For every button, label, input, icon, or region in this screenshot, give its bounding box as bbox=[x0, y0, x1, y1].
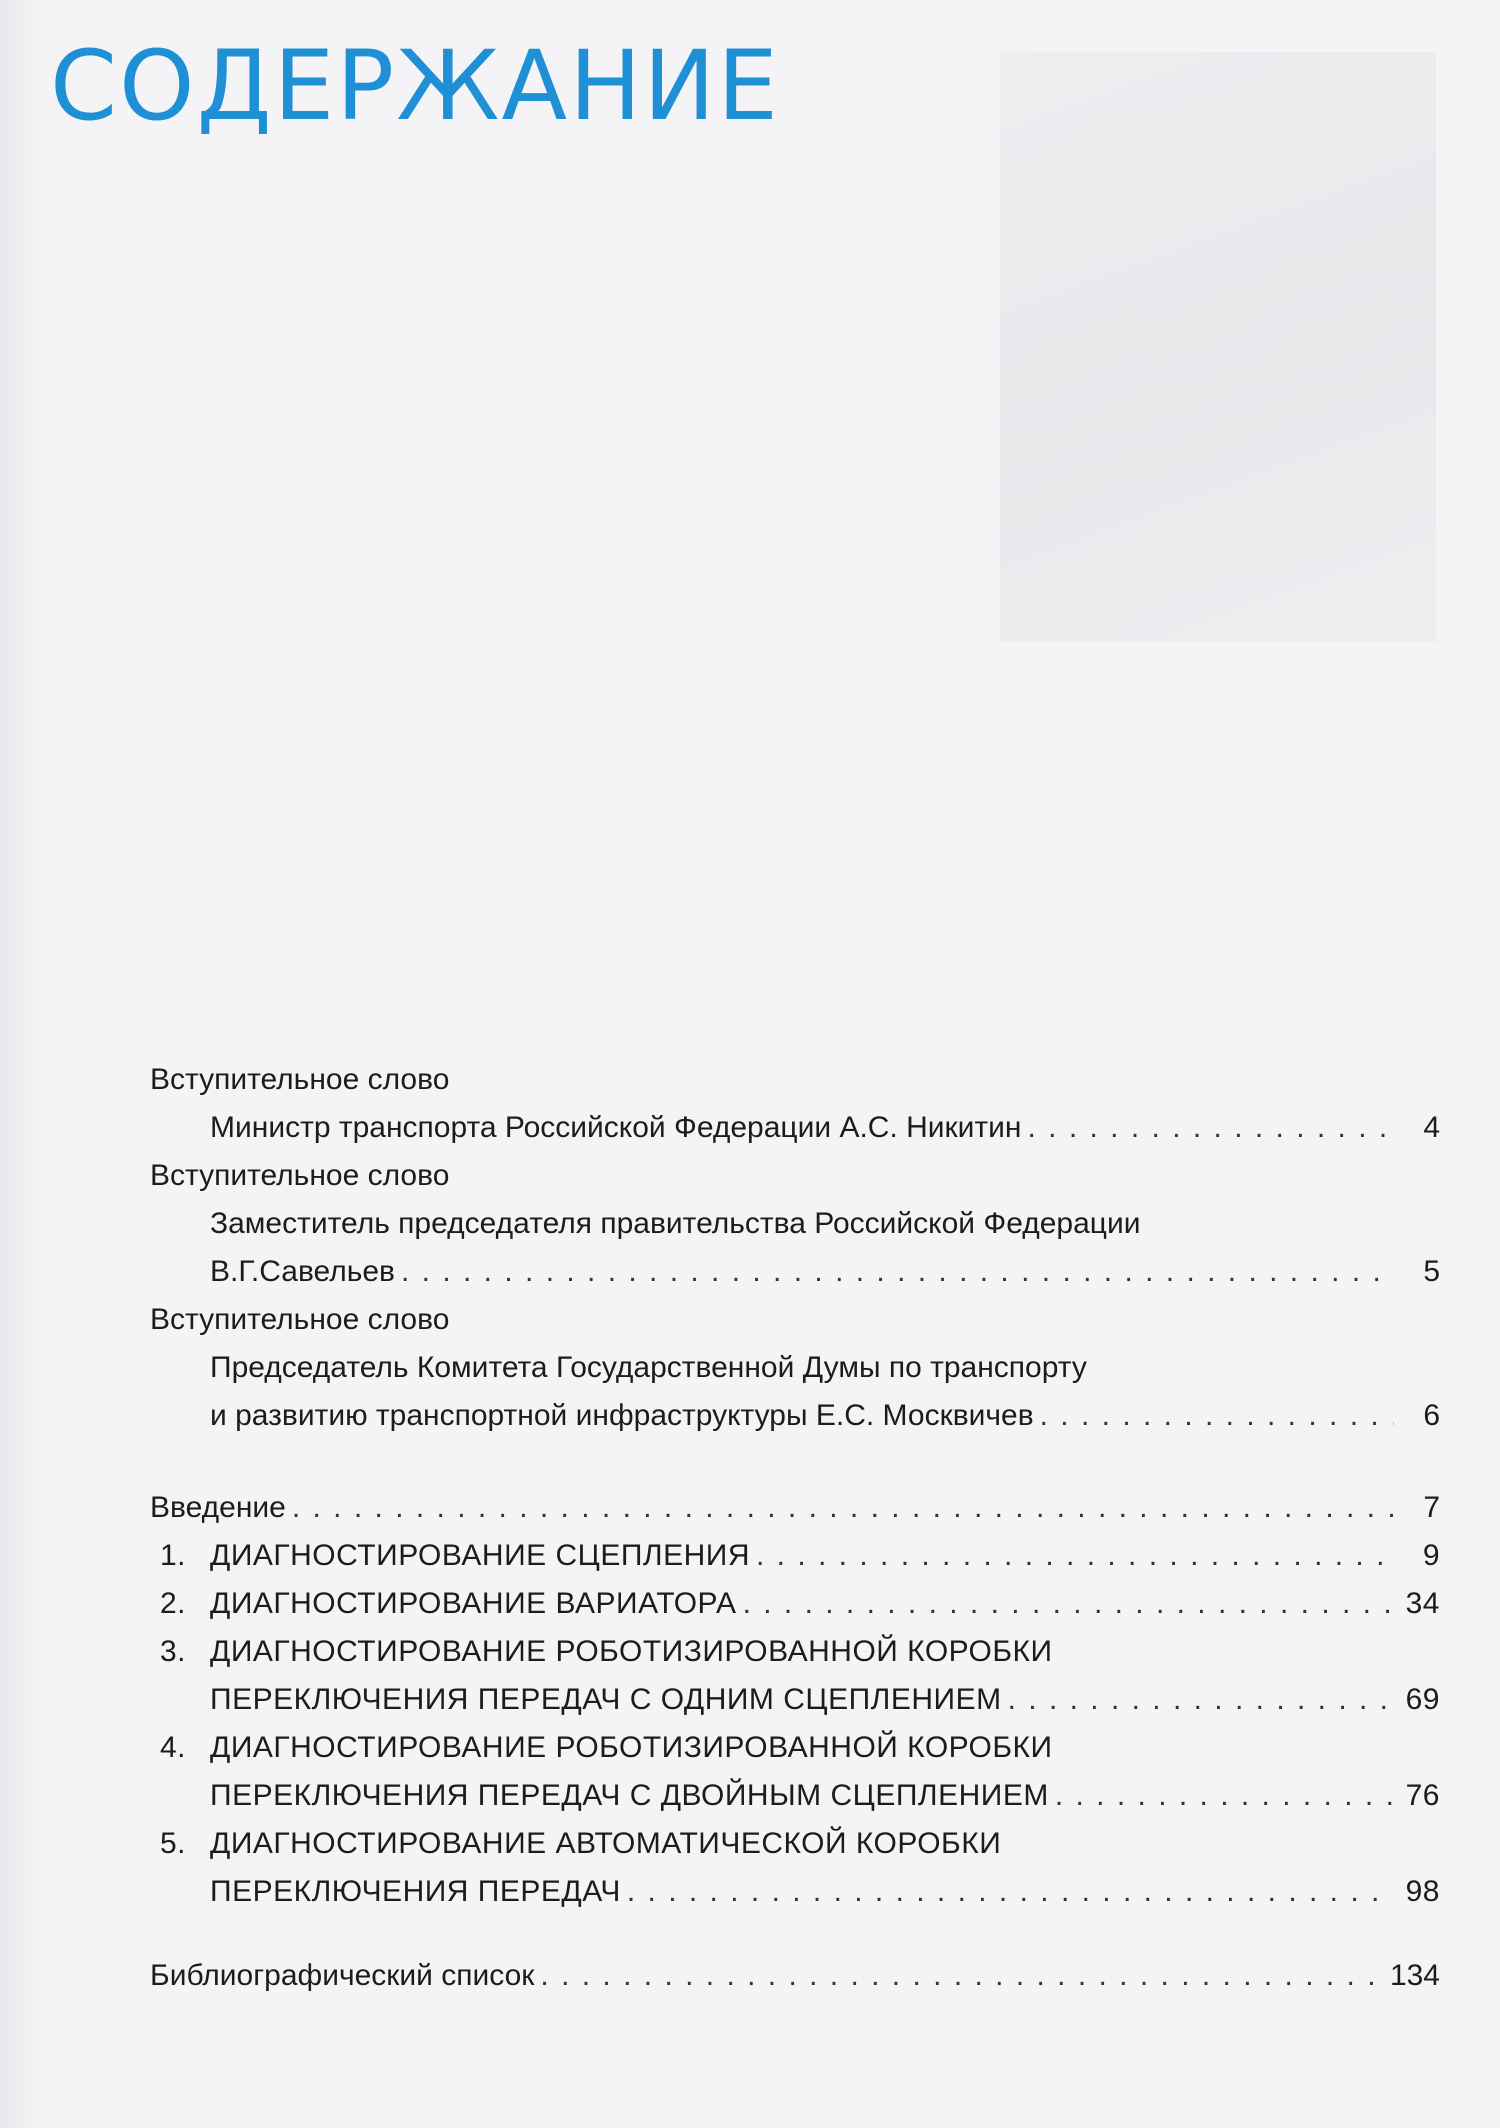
page-title: СОДЕРЖАНИЕ bbox=[50, 30, 780, 142]
dot-leader bbox=[292, 1484, 1394, 1532]
background-photo-showthrough bbox=[1000, 52, 1436, 642]
toc-page-number: 4 bbox=[1423, 1111, 1440, 1144]
dot-leader bbox=[743, 1580, 1394, 1628]
toc-entry-chapter-4[interactable] bbox=[150, 1772, 1440, 1820]
dot-leader bbox=[1040, 1392, 1394, 1440]
toc-page-number: 9 bbox=[1422, 1539, 1440, 1572]
spacer bbox=[150, 1916, 1440, 1952]
toc-entry-chapter-3[interactable] bbox=[150, 1676, 1440, 1724]
dot-leader bbox=[401, 1248, 1394, 1296]
toc-label: Министр транспорта Российской Федерации А.С. Никитин bbox=[210, 1111, 1022, 1144]
chapter-number: 2. bbox=[160, 1587, 187, 1620]
toc-page-number: 34 bbox=[1405, 1587, 1440, 1620]
toc-label: Вступительное слово bbox=[150, 1303, 450, 1336]
dot-leader bbox=[1055, 1772, 1394, 1820]
page-edge bbox=[0, 0, 40, 2128]
toc-entry-chapter-4-line1[interactable] bbox=[150, 1724, 1440, 1772]
toc-heading-foreword-2 bbox=[150, 1152, 1440, 1200]
toc-entry-foreword-moskvichev[interactable] bbox=[150, 1392, 1440, 1440]
toc-label: Вступительное слово bbox=[150, 1159, 450, 1192]
dot-leader bbox=[1028, 1104, 1395, 1152]
toc-page-number: 7 bbox=[1423, 1491, 1440, 1524]
toc-label: Заместитель председателя правительства Российской Федерации bbox=[210, 1207, 1141, 1240]
toc-label: ПЕРЕКЛЮЧЕНИЯ ПЕРЕДАЧ С ДВОЙНЫМ СЦЕПЛЕНИЕМ bbox=[210, 1779, 1049, 1812]
toc-entry-chapter-1[interactable] bbox=[150, 1532, 1440, 1580]
toc-heading-foreword-3 bbox=[150, 1296, 1440, 1344]
toc-page-number: 69 bbox=[1405, 1683, 1440, 1716]
toc-page-number: 76 bbox=[1405, 1779, 1440, 1812]
toc-entry-chapter-5-line1[interactable] bbox=[150, 1820, 1440, 1868]
chapter-number: 3. bbox=[160, 1635, 187, 1668]
chapter-number: 1. bbox=[160, 1539, 187, 1572]
toc-label: Введение bbox=[150, 1491, 286, 1524]
toc-label: ДИАГНОСТИРОВАНИЕ ВАРИАТОРА bbox=[210, 1587, 737, 1620]
toc-page-number: 134 bbox=[1389, 1959, 1440, 1992]
toc-label: ДИАГНОСТИРОВАНИЕ РОБОТИЗИРОВАННОЙ КОРОБКИ bbox=[210, 1731, 1053, 1764]
toc-entry-foreword-savelyev[interactable] bbox=[150, 1248, 1440, 1296]
spacer bbox=[150, 1440, 1440, 1484]
toc-label: ПЕРЕКЛЮЧЕНИЯ ПЕРЕДАЧ bbox=[210, 1875, 621, 1908]
toc-entry-bibliography[interactable] bbox=[150, 1952, 1440, 2000]
toc-entry-chapter-5[interactable] bbox=[150, 1868, 1440, 1916]
chapter-number: 5. bbox=[160, 1827, 187, 1860]
toc-entry-chapter-3-line1[interactable] bbox=[150, 1628, 1440, 1676]
toc-label: ДИАГНОСТИРОВАНИЕ СЦЕПЛЕНИЯ bbox=[210, 1539, 750, 1572]
toc-entry-foreword-nikitin[interactable] bbox=[150, 1104, 1440, 1152]
toc-page-number: 5 bbox=[1423, 1255, 1440, 1288]
toc-heading-foreword-1 bbox=[150, 1056, 1440, 1104]
dot-leader bbox=[627, 1868, 1394, 1916]
dot-leader bbox=[756, 1532, 1394, 1580]
toc-label: ДИАГНОСТИРОВАНИЕ АВТОМАТИЧЕСКОЙ КОРОБКИ bbox=[210, 1827, 1002, 1860]
toc-page-number: 98 bbox=[1405, 1875, 1440, 1908]
toc-label: Председатель Комитета Государственной Думы по транспорту bbox=[210, 1351, 1087, 1384]
toc-entry-foreword-moskvichev-line1[interactable] bbox=[150, 1344, 1440, 1392]
toc-entry-introduction[interactable] bbox=[150, 1484, 1440, 1532]
toc-label: и развитию транспортной инфраструктуры Е.С. Москвичев bbox=[210, 1399, 1034, 1432]
toc-label: В.Г.Савельев bbox=[210, 1255, 395, 1288]
toc-label: ПЕРЕКЛЮЧЕНИЯ ПЕРЕДАЧ С ОДНИМ СЦЕПЛЕНИЕМ bbox=[210, 1683, 1002, 1716]
toc-entry-foreword-savelyev-line1[interactable] bbox=[150, 1200, 1440, 1248]
toc-label: Библиографический список bbox=[150, 1959, 535, 1992]
toc-entry-chapter-2[interactable] bbox=[150, 1580, 1440, 1628]
toc-label: Вступительное слово bbox=[150, 1063, 450, 1096]
table-of-contents bbox=[150, 1056, 1440, 2000]
dot-leader bbox=[540, 1952, 1384, 2000]
chapter-number: 4. bbox=[160, 1731, 187, 1764]
dot-leader bbox=[1008, 1676, 1394, 1724]
toc-label: ДИАГНОСТИРОВАНИЕ РОБОТИЗИРОВАННОЙ КОРОБКИ bbox=[210, 1635, 1053, 1668]
toc-page-number: 6 bbox=[1423, 1399, 1440, 1432]
